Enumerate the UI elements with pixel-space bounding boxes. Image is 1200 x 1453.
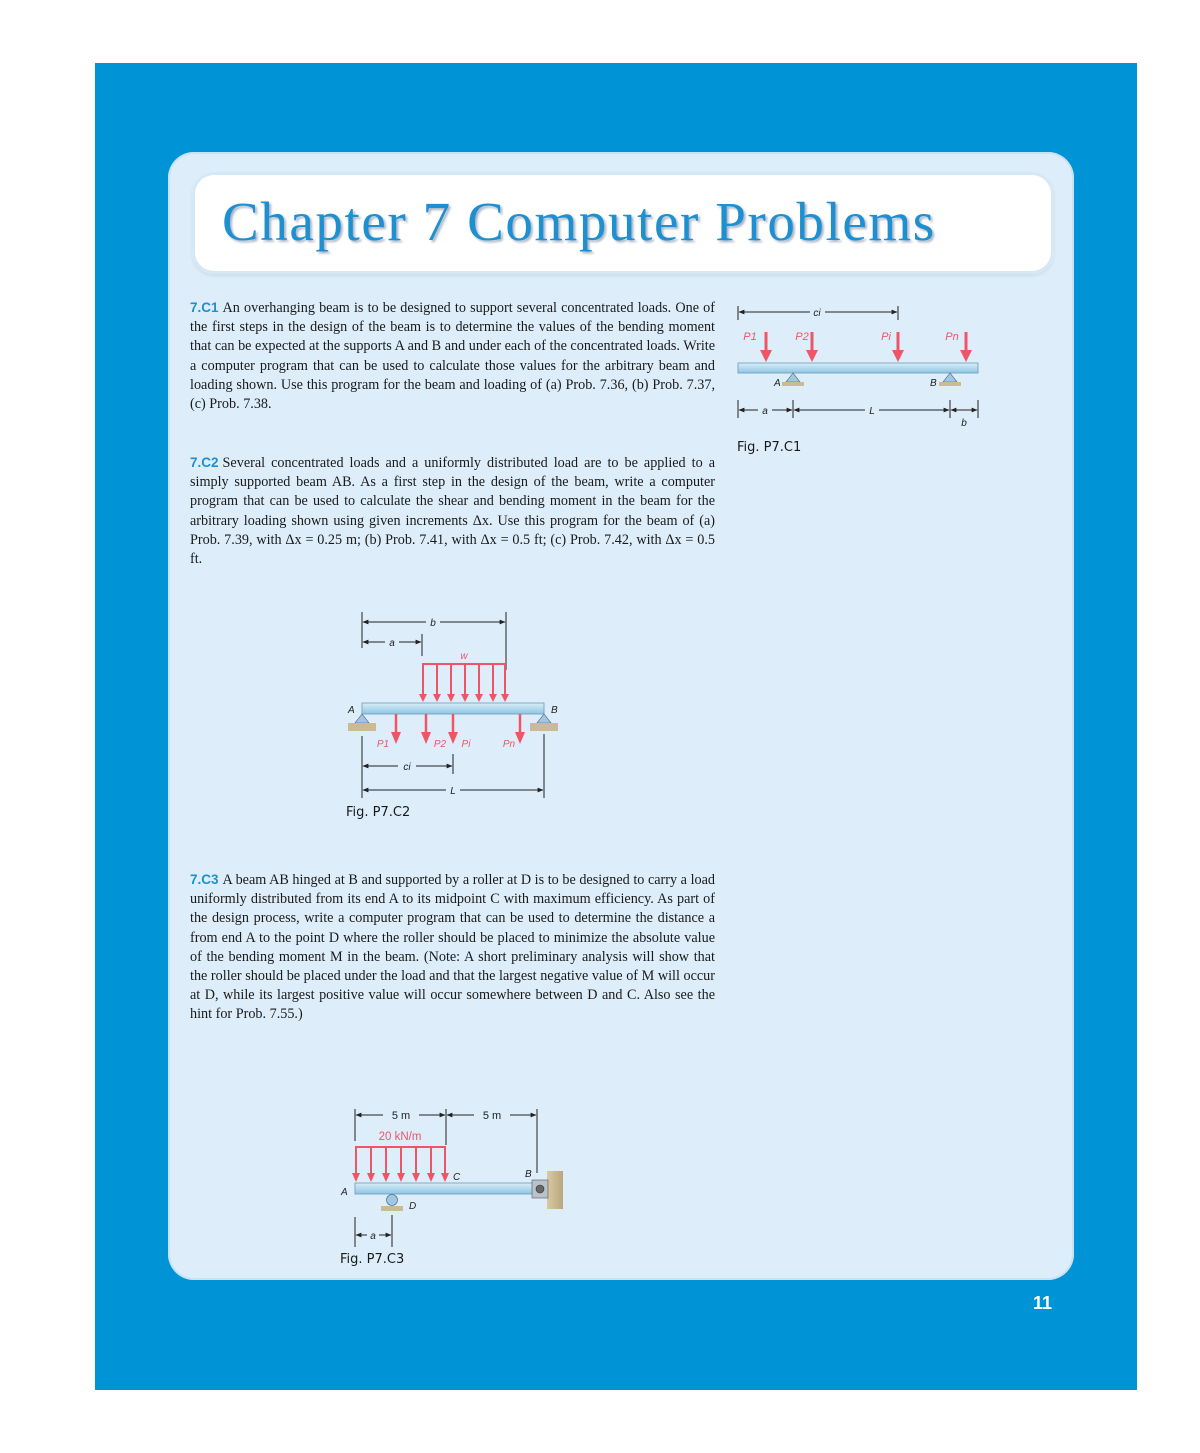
distributed-load [352, 1147, 449, 1182]
support-b [943, 373, 957, 382]
dist-load-label: w [460, 651, 468, 662]
figure-p7c1 [730, 300, 990, 440]
load-label: Pi [881, 331, 891, 343]
dim-ci: ci [813, 308, 821, 319]
support-label-b: B [930, 378, 937, 389]
point-label-a: A [341, 1187, 348, 1198]
support-label-b: B [551, 705, 558, 716]
problem-7c1 [190, 298, 715, 414]
roller-d [387, 1195, 398, 1206]
load-label: Pn [502, 739, 516, 750]
problem-number: 7.C1 [190, 300, 219, 315]
dim-ci: ci [403, 762, 411, 773]
load-label: Pi [461, 739, 471, 750]
problem-number: 7.C2 [190, 455, 219, 470]
dim-a: a [389, 638, 395, 649]
dim-right: 5 m [482, 1110, 502, 1122]
distributed-load [419, 664, 509, 702]
dim-l: L [450, 786, 456, 797]
dim-a: a [762, 406, 768, 417]
page-number: 11 [1033, 1293, 1053, 1313]
figure-p7c3 [335, 1105, 575, 1250]
problem-number: 7.C3 [190, 872, 219, 887]
wall [547, 1171, 563, 1209]
problem-7c2 [190, 453, 715, 569]
beam [355, 1183, 539, 1194]
dim-a: a [370, 1231, 376, 1242]
support-b [537, 714, 551, 723]
load-arrows [760, 332, 972, 362]
dim-b: b [961, 418, 967, 429]
figure-caption: Fig. P7.C2 [346, 805, 411, 820]
figure-caption: Fig. P7.C3 [340, 1252, 405, 1267]
beam [362, 703, 544, 714]
figure-p7c2 [340, 608, 570, 803]
support-a [786, 373, 800, 382]
figure-caption: Fig. P7.C1 [737, 440, 802, 455]
load-label: Pn [945, 331, 959, 343]
dim-l: L [869, 406, 875, 417]
problem-text: Several concentrated loads and a uniformly distributed load are to be applied to a simply supported beam AB. As a first step in the design of the beam, write a computer program that can be used to calculate the shear and bending moment in the beam for the arbitrary loading shown using given increments Δx. Use this program for the beam of (a) Prob. 7.39, with Δx = 0.25 m; (b) Prob. 7.41, with Δx = 0.5 ft; (c) Prob. 7.42, with Δx = 0.5 ft. [190, 455, 715, 568]
problem-7c3 [190, 870, 715, 1025]
load-label: P2 [795, 331, 809, 343]
page-title: Chapter 7 Computer Problems [222, 191, 936, 252]
support-label-a: A [348, 705, 355, 716]
problem-text: A beam AB hinged at B and supported by a roller at D is to be designed to carry a load uniformly distributed from its end A to its midpoint C with maximum efficiency. As part of the design process, write a computer program that can be used to determine the distance a from end A to the point D where the roller should be placed to minimize the absolute value of the bending moment M in the beam. (Note: A short preliminary analysis will show that the roller should be placed under the load and that the largest negative value of M will occur at D, while its largest positive value will occur somewhere between D and C. Also see the hint for Prob. 7.55.) [190, 872, 715, 1023]
dim-left: 5 m [391, 1110, 411, 1122]
load-label: P2 [433, 739, 447, 750]
support-a [355, 714, 369, 723]
point-label-d: D [409, 1201, 417, 1212]
dim-b: b [430, 618, 436, 629]
load-label: P1 [376, 739, 390, 750]
point-label-c: C [453, 1172, 461, 1183]
point-label-b: B [525, 1169, 532, 1180]
problem-text: An overhanging beam is to be designed to support several concentrated loads. One of the first steps in the design of the beam is to determine the values of the bending moment that can be expected at the supports A and B and under each of the concentrated loads. Write a computer program that can be used to calculate those values for the arbitrary beam and loading shown. Use this program for the beam and loading of (a) Prob. 7.36, (b) Prob. 7.37, (c) Prob. 7.38. [190, 300, 715, 413]
load-label: P1 [743, 331, 757, 343]
dist-load-label: 20 kN/m [378, 1131, 422, 1143]
beam [738, 363, 978, 373]
support-label-a: A [774, 378, 781, 389]
